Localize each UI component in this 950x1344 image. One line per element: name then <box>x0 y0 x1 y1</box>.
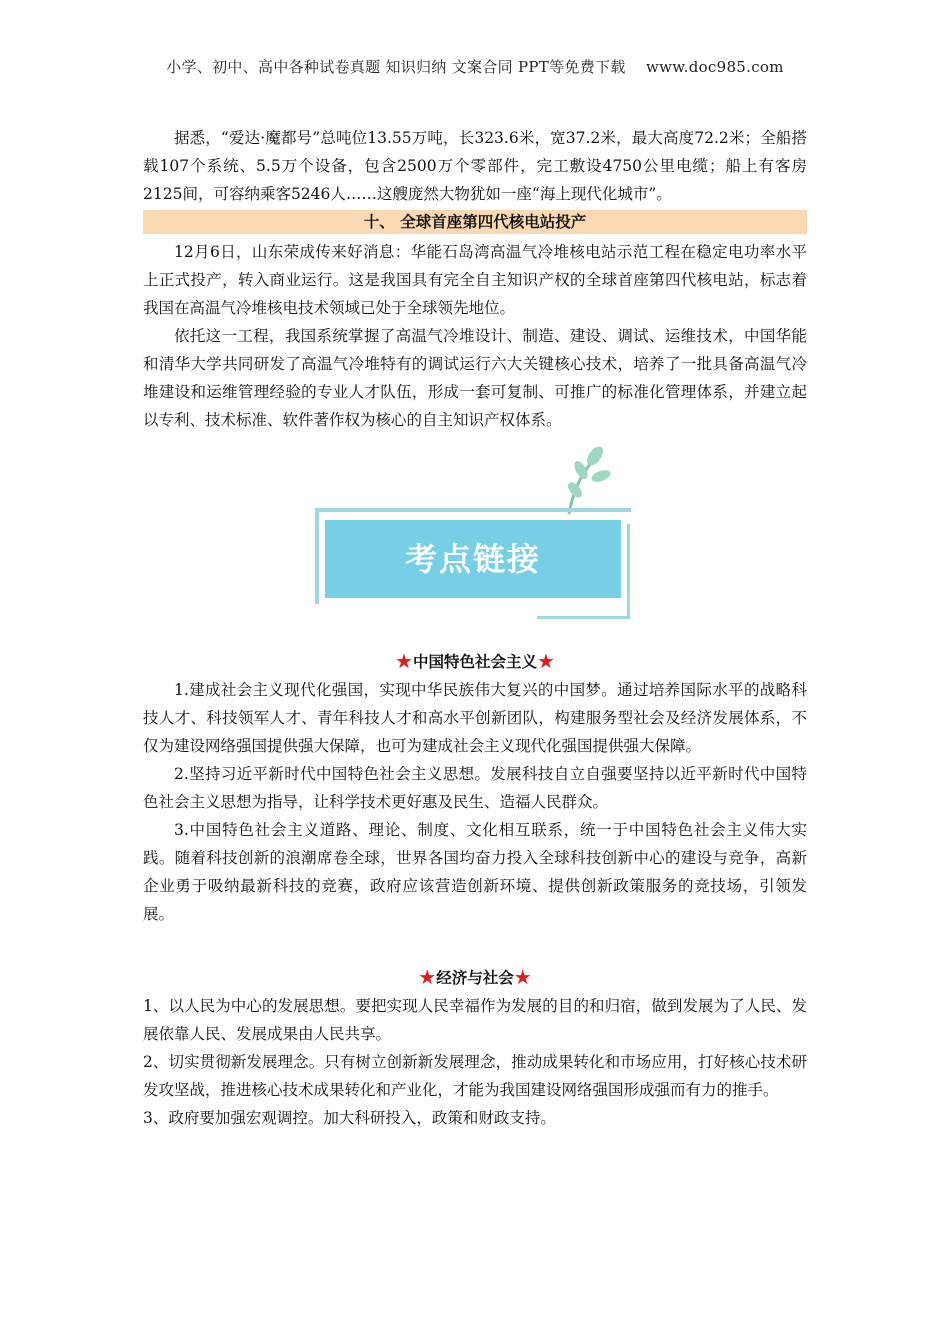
socialism-paragraph-3: 3.中国特色社会主义道路、理论、制度、文化相互联系，统一于中国特色社会主义伟大实践。随着科技创新的浪潮席卷全球，世界各国均奋力投入全球科技创新中心的建设与竞争，高新企业勇于吸纳最新科技的竞赛，政府应该营造创新环境、提供创新政策服务的竞技场，引领发展。 <box>143 821 807 923</box>
star-icon: ★ <box>418 965 437 989</box>
socialism-heading <box>143 646 807 676</box>
economy-paragraph-3: 3、政府要加强宏观调控。加大科研投入，政策和财政支持。 <box>143 1109 556 1127</box>
banner-label: 考点链接 <box>325 520 621 598</box>
section-title-bar: 十、 全球首座第四代核电站投产 <box>143 210 807 234</box>
economy-paragraph-2: 2、切实贯彻新发展理念。只有树立创新新发展理念，推动成果转化和市场应用，打好核心技术研发攻坚战，推进核心技术成果转化和产业化，才能为我国建设网络强国形成强而有力的推手。 <box>143 1053 807 1099</box>
exam-link-banner <box>143 446 807 646</box>
section10-paragraph-2: 依托这一工程，我国系统掌握了高温气冷堆设计、制造、建设、调试、运维技术，中国华能和清华大学共同研发了高温气冷堆特有的调试运行六大关键核心技术，培养了一批具备高温气冷堆建设和运维管理经验的专业人才队伍，形成一套可复制、可推广的标准化管理体系，并建立起以专利、技术标准、软件著作权为核心的自主知识产权体系。 <box>143 327 807 429</box>
economy-title: 经济与社会 <box>436 969 514 987</box>
economy-paragraph-1: 1、以人民为中心的发展思想。要把实现人民幸福作为发展的目的和归宿，做到发展为了人民、发展依靠人民、发展成果由人民共享。 <box>143 997 807 1043</box>
socialism-title: 中国特色社会主义 <box>412 653 537 671</box>
star-icon: ★ <box>513 965 532 989</box>
section10-paragraph-1: 12月6日，山东荣成传来好消息：华能石岛湾高温气冷堆核电站示范工程在稳定电功率水平上正式投产，转入商业运行。这是我国具有完全自主知识产权的全球首座第四代核电站，标志着我国在高温气冷堆核电技术领域已处于全球领先地位。 <box>143 243 807 317</box>
socialism-paragraph-1: 1.建成社会主义现代化强国，实现中华民族伟大复兴的中国梦。通过培养国际水平的战略科技人才、科技领军人才、青年科技人才和高水平创新团队，构建服务型社会及经济发展体系，不仅为建设网络强国提供强大保障，也可为建成社会主义现代化强国提供强大保障。 <box>143 681 807 755</box>
star-icon: ★ <box>537 649 555 673</box>
economy-heading <box>143 962 807 992</box>
page-header: 小学、初中、高中各种试卷真题 知识归纳 文案合同 PPT等免费下载 www.doc985.com <box>166 58 784 76</box>
leaf-icon <box>551 446 611 516</box>
intro-paragraph: 据悉，“爱达·魔都号”总吨位13.55万吨，长323.6米，宽37.2米，最大高度72.2米；全船搭载107个系统、5.5万个设备，包含2500万个零部件，完工敷设4750公里电缆；船上有客房2125间，可容纳乘客5246人……这艘庞然大物犹如一座“海上现代化城市”。 <box>143 129 807 203</box>
star-icon: ★ <box>395 649 413 673</box>
document-body <box>143 124 807 1132</box>
socialism-paragraph-2: 2.坚持习近平新时代中国特色社会主义思想。发展科技自立自强要坚持以近平新时代中国特色社会主义思想为指导，让科学技术更好惠及民生、造福人民群众。 <box>143 765 807 811</box>
section-spacer <box>143 928 807 962</box>
